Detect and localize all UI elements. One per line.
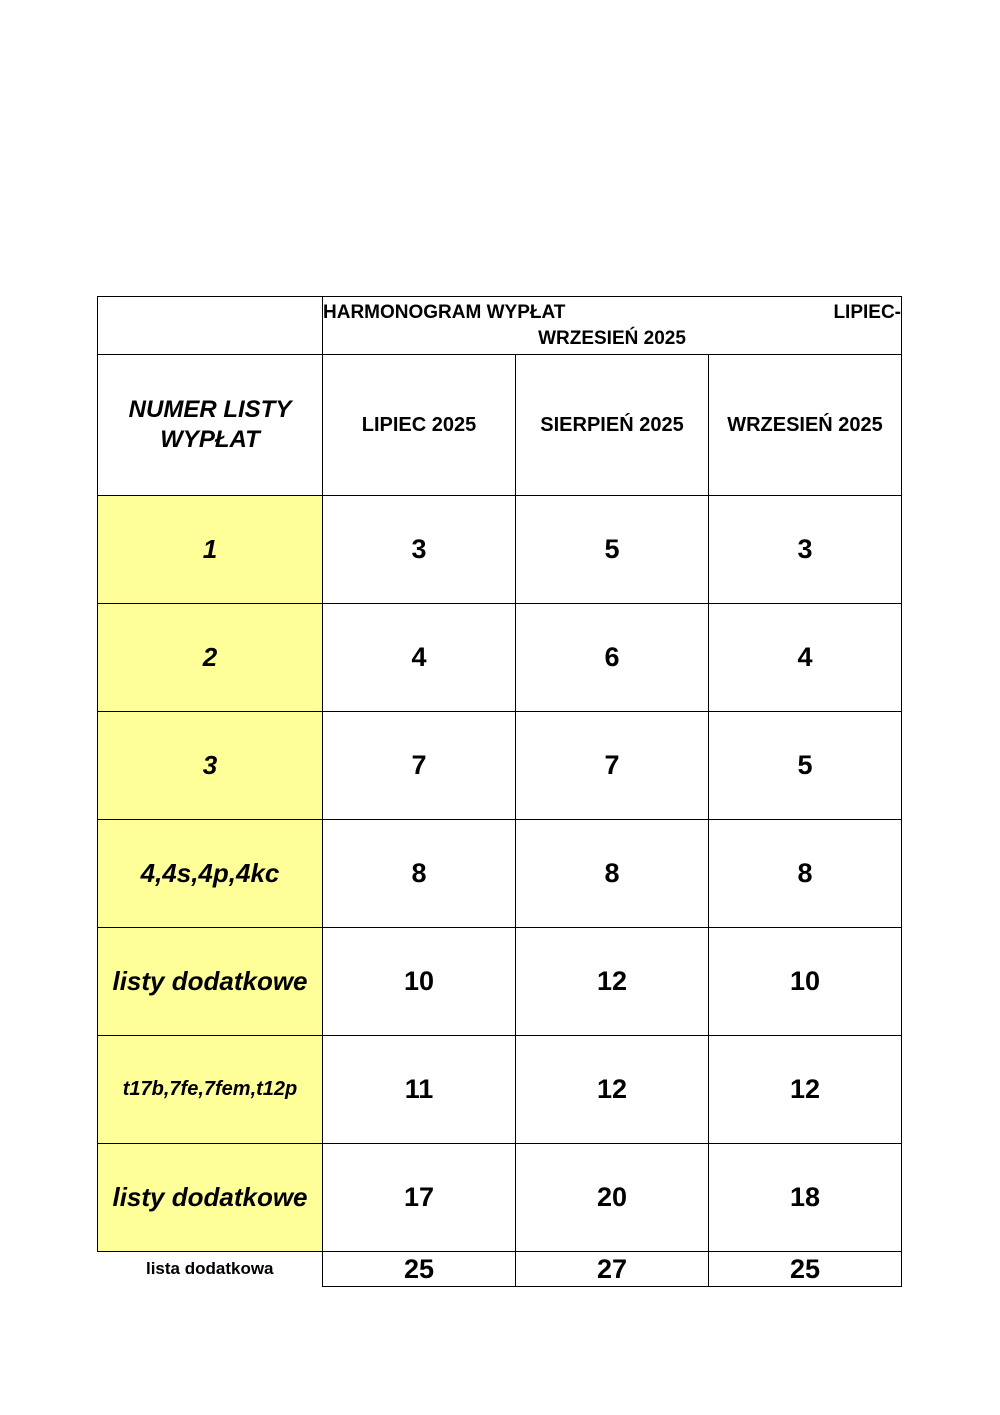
footer-day-cell: 25 — [323, 1252, 516, 1287]
empty-corner-cell — [98, 297, 323, 355]
day-cell: 7 — [323, 712, 516, 820]
list-label: 1 — [98, 496, 323, 604]
list-label: t17b,7fe,7fem,t12p — [98, 1036, 323, 1144]
payment-schedule-table — [97, 296, 902, 1287]
day-cell: 8 — [323, 820, 516, 928]
table-row — [98, 712, 902, 820]
day-cell: 3 — [323, 496, 516, 604]
table-row — [98, 928, 902, 1036]
day-cell: 11 — [323, 1036, 516, 1144]
title-row — [98, 297, 902, 355]
month-header-september: WRZESIEŃ 2025 — [709, 355, 902, 496]
table-row — [98, 820, 902, 928]
table-row — [98, 604, 902, 712]
header-row — [98, 355, 902, 496]
day-cell: 8 — [709, 820, 902, 928]
footer-label: lista dodatkowa — [98, 1252, 323, 1287]
table-row — [98, 1144, 902, 1252]
footer-day-cell: 25 — [709, 1252, 902, 1287]
day-cell: 3 — [709, 496, 902, 604]
month-header-july: LIPIEC 2025 — [323, 355, 516, 496]
day-cell: 17 — [323, 1144, 516, 1252]
footer-day-cell: 27 — [516, 1252, 709, 1287]
day-cell: 5 — [516, 496, 709, 604]
day-cell: 7 — [516, 712, 709, 820]
list-label: 2 — [98, 604, 323, 712]
day-cell: 4 — [709, 604, 902, 712]
list-label: listy dodatkowe — [98, 928, 323, 1036]
day-cell: 12 — [516, 1036, 709, 1144]
day-cell: 10 — [323, 928, 516, 1036]
list-number-header: NUMER LISTY WYPŁAT — [98, 355, 323, 496]
title-right: LIPIEC- — [833, 301, 901, 323]
list-label: 3 — [98, 712, 323, 820]
day-cell: 4 — [323, 604, 516, 712]
day-cell: 12 — [516, 928, 709, 1036]
day-cell: 10 — [709, 928, 902, 1036]
day-cell: 12 — [709, 1036, 902, 1144]
month-header-august: SIERPIEŃ 2025 — [516, 355, 709, 496]
list-label: 4,4s,4p,4kc — [98, 820, 323, 928]
title-left: HARMONOGRAM WYPŁAT — [323, 301, 566, 323]
day-cell: 5 — [709, 712, 902, 820]
footer-row — [98, 1252, 902, 1287]
day-cell: 8 — [516, 820, 709, 928]
day-cell: 18 — [709, 1144, 902, 1252]
table-title — [323, 297, 902, 355]
table-row — [98, 1036, 902, 1144]
table-row — [98, 496, 902, 604]
day-cell: 20 — [516, 1144, 709, 1252]
day-cell: 6 — [516, 604, 709, 712]
list-label: listy dodatkowe — [98, 1144, 323, 1252]
title-line2: WRZESIEŃ 2025 — [538, 327, 686, 349]
